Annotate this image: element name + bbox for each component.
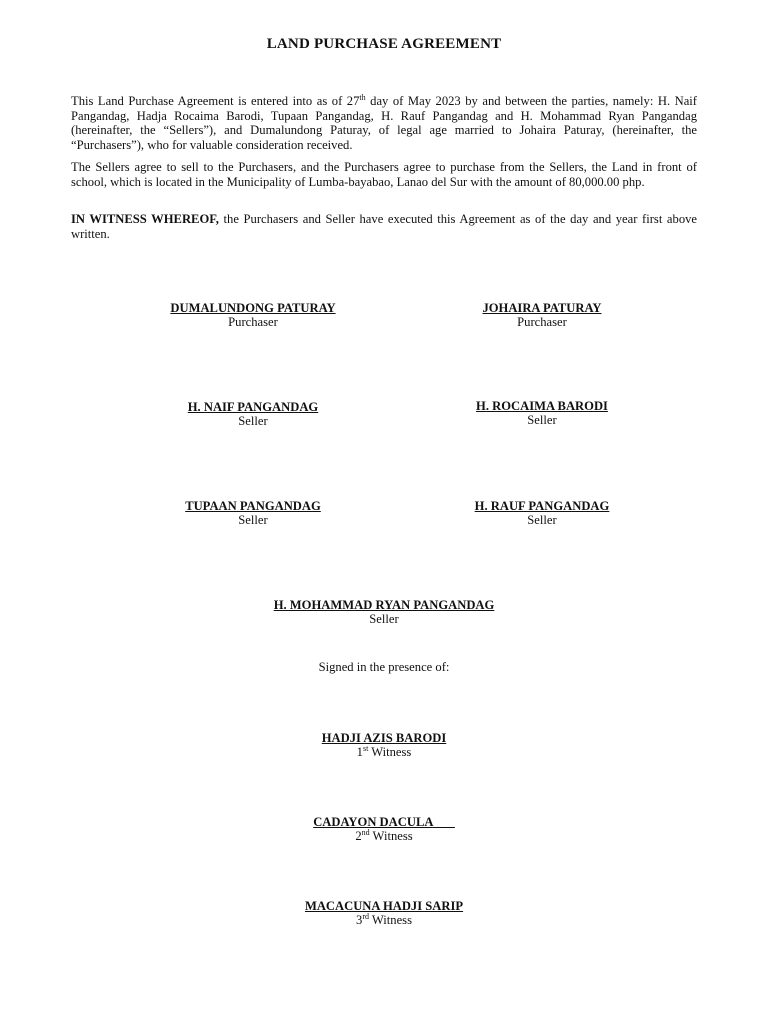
date-ordinal-suffix: th [359,92,366,102]
signatory-name: H. NAIF PANGANDAG [187,400,319,414]
witness-block-3 [244,899,524,927]
witness-name-text: CADAYON DACULA [313,815,433,829]
signature-block-purchaser-1 [113,301,393,329]
witness-whereof-rest: the Purchasers and Seller have executed this Agreement as of the day and year first above written. [71,212,698,241]
signature-block-seller-2 [402,399,682,427]
signatory-role: Seller [369,612,399,626]
signatory-role: Seller [238,414,268,428]
signature-block-seller-5 [214,598,554,626]
document-title: LAND PURCHASE AGREEMENT [266,36,502,52]
witness-ordinal: 3 [356,913,363,927]
witness-whereof-paragraph [71,212,697,241]
signatory-name: DUMALUNDONG PATURAY [170,301,336,315]
signatory-role: Seller [527,413,557,427]
signatory-role: Purchaser [228,315,278,329]
signatory-role: Seller [527,513,557,527]
paragraph1-text-end: day of May 2023 by and between the parties, namely: H. Naif Pangandag, Hadja Rocaima Barodi, Tupaan Pangandag, H. Rauf Pangandag and H. Mohammad Ryan Pangandag (hereinafter, the “Sellers”), and Dumalundong Paturay, of legal age married to Johaira Paturay, (hereinafter, the “Purchasers”), who for valuable consideration received. [71,94,697,152]
signature-block-seller-3 [113,499,393,527]
signatory-name: H. ROCAIMA BARODI [476,399,608,413]
signatory-name: TUPAAN PANGANDAG [185,499,321,513]
witness-name: HADJI AZIS BARODI [321,731,447,745]
signatory-name: JOHAIRA PATURAY [482,301,602,315]
witness-block-1 [244,731,524,759]
signature-block-seller-4 [402,499,682,527]
opening-paragraph [71,94,697,152]
witness-ordinal-suffix: st [362,743,369,753]
paragraph2-text: The Sellers agree to sell to the Purchasers, and the Purchasers agree to purchase from the Sellers, the Land in front of school, which is located in the Municipality of Lumba-bayabao, Lanao del Sur with the amount of 80,000.00 php. [71,160,697,189]
witness-label: Witness [369,829,413,843]
witness-role [244,829,524,843]
witness-block-2 [244,815,524,843]
witness-name [244,815,524,829]
witness-whereof-lead: IN WITNESS WHEREOF, [71,212,219,226]
witness-label: Witness [368,745,412,759]
witness-ordinal: 2 [355,829,362,843]
signatory-role: Seller [238,513,268,527]
witness-ordinal-suffix: rd [362,911,369,921]
witness-ordinal: 1 [356,745,363,759]
sale-terms-paragraph [71,160,697,189]
signatory-name: H. RAUF PANGANDAG [474,499,610,513]
signature-blank-line [433,815,455,829]
witness-name: MACACUNA HADJI SARIP [304,899,464,913]
witness-role [244,913,524,927]
signatory-role: Purchaser [517,315,567,329]
witness-role [244,745,524,759]
paragraph1-text-start: This Land Purchase Agreement is entered into as of 27 [71,94,360,108]
signatory-name: H. MOHAMMAD RYAN PANGANDAG [273,598,495,612]
signature-block-seller-1 [113,400,393,428]
signature-block-purchaser-2 [402,301,682,329]
witness-label: Witness [368,913,412,927]
witness-ordinal-suffix: nd [361,827,370,837]
signed-in-presence-text: Signed in the presence of: [318,660,450,674]
